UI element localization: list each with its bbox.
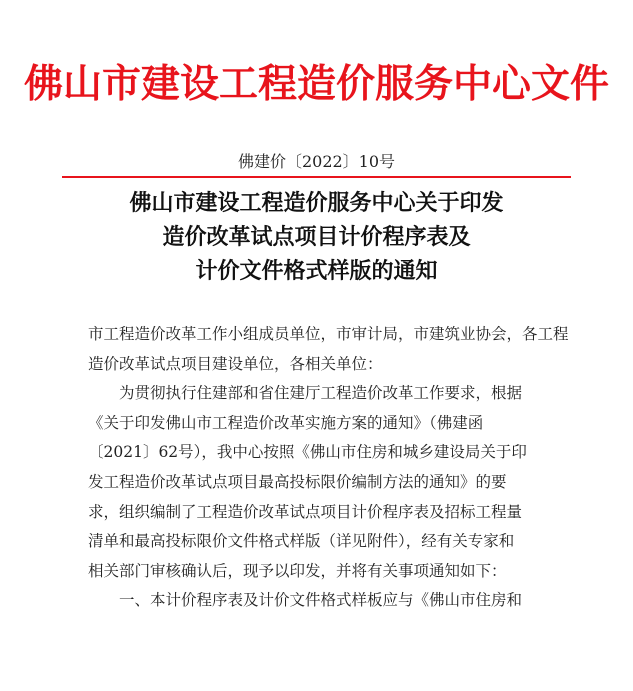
title-line: 佛山市建设工程造价服务中心关于印发	[129, 190, 504, 216]
body-line-addressee: 市工程造价改革工作小组成员单位，市审计局，市建筑业协会，各工程	[88, 325, 569, 343]
document-number: 佛建价〔2022〕10号	[237, 152, 396, 171]
body-line: 相关部门审核确认后，现予以印发，并将有关事项通知如下：	[88, 561, 507, 580]
document-masthead: 佛山市建设工程造价服务中心文件	[23, 61, 609, 107]
body-line-addressee: 造价改革试点项目建设单位，各相关单位：	[88, 354, 383, 373]
body-line: 求，组织编制了工程造价改革试点项目计价程序表及招标工程量	[88, 502, 523, 521]
body-line: 〔2021〕62号），我中心按照《佛山市住房和城乡建设局关于印	[88, 443, 527, 462]
body-line: 清单和最高投标限价文件格式样版（详见附件），经有关专家和	[88, 532, 515, 551]
body-line: 《关于印发佛山市工程造价改革实施方案的通知》（佛建函	[88, 413, 484, 432]
body-line: 一、本计价程序表及计价文件格式样板应与《佛山市住房和	[119, 591, 523, 610]
document-body	[88, 320, 569, 616]
title-line: 造价改革试点项目计价程序表及	[162, 224, 471, 250]
document-title	[0, 186, 633, 288]
body-line: 发工程造价改革试点项目最高投标限价编制方法的通知》的要	[88, 472, 507, 491]
title-line: 计价文件格式样版的通知	[195, 258, 438, 284]
body-line: 为贯彻执行住建部和省住建厅工程造价改革工作要求，根据	[119, 384, 523, 403]
red-divider-line	[62, 176, 571, 178]
